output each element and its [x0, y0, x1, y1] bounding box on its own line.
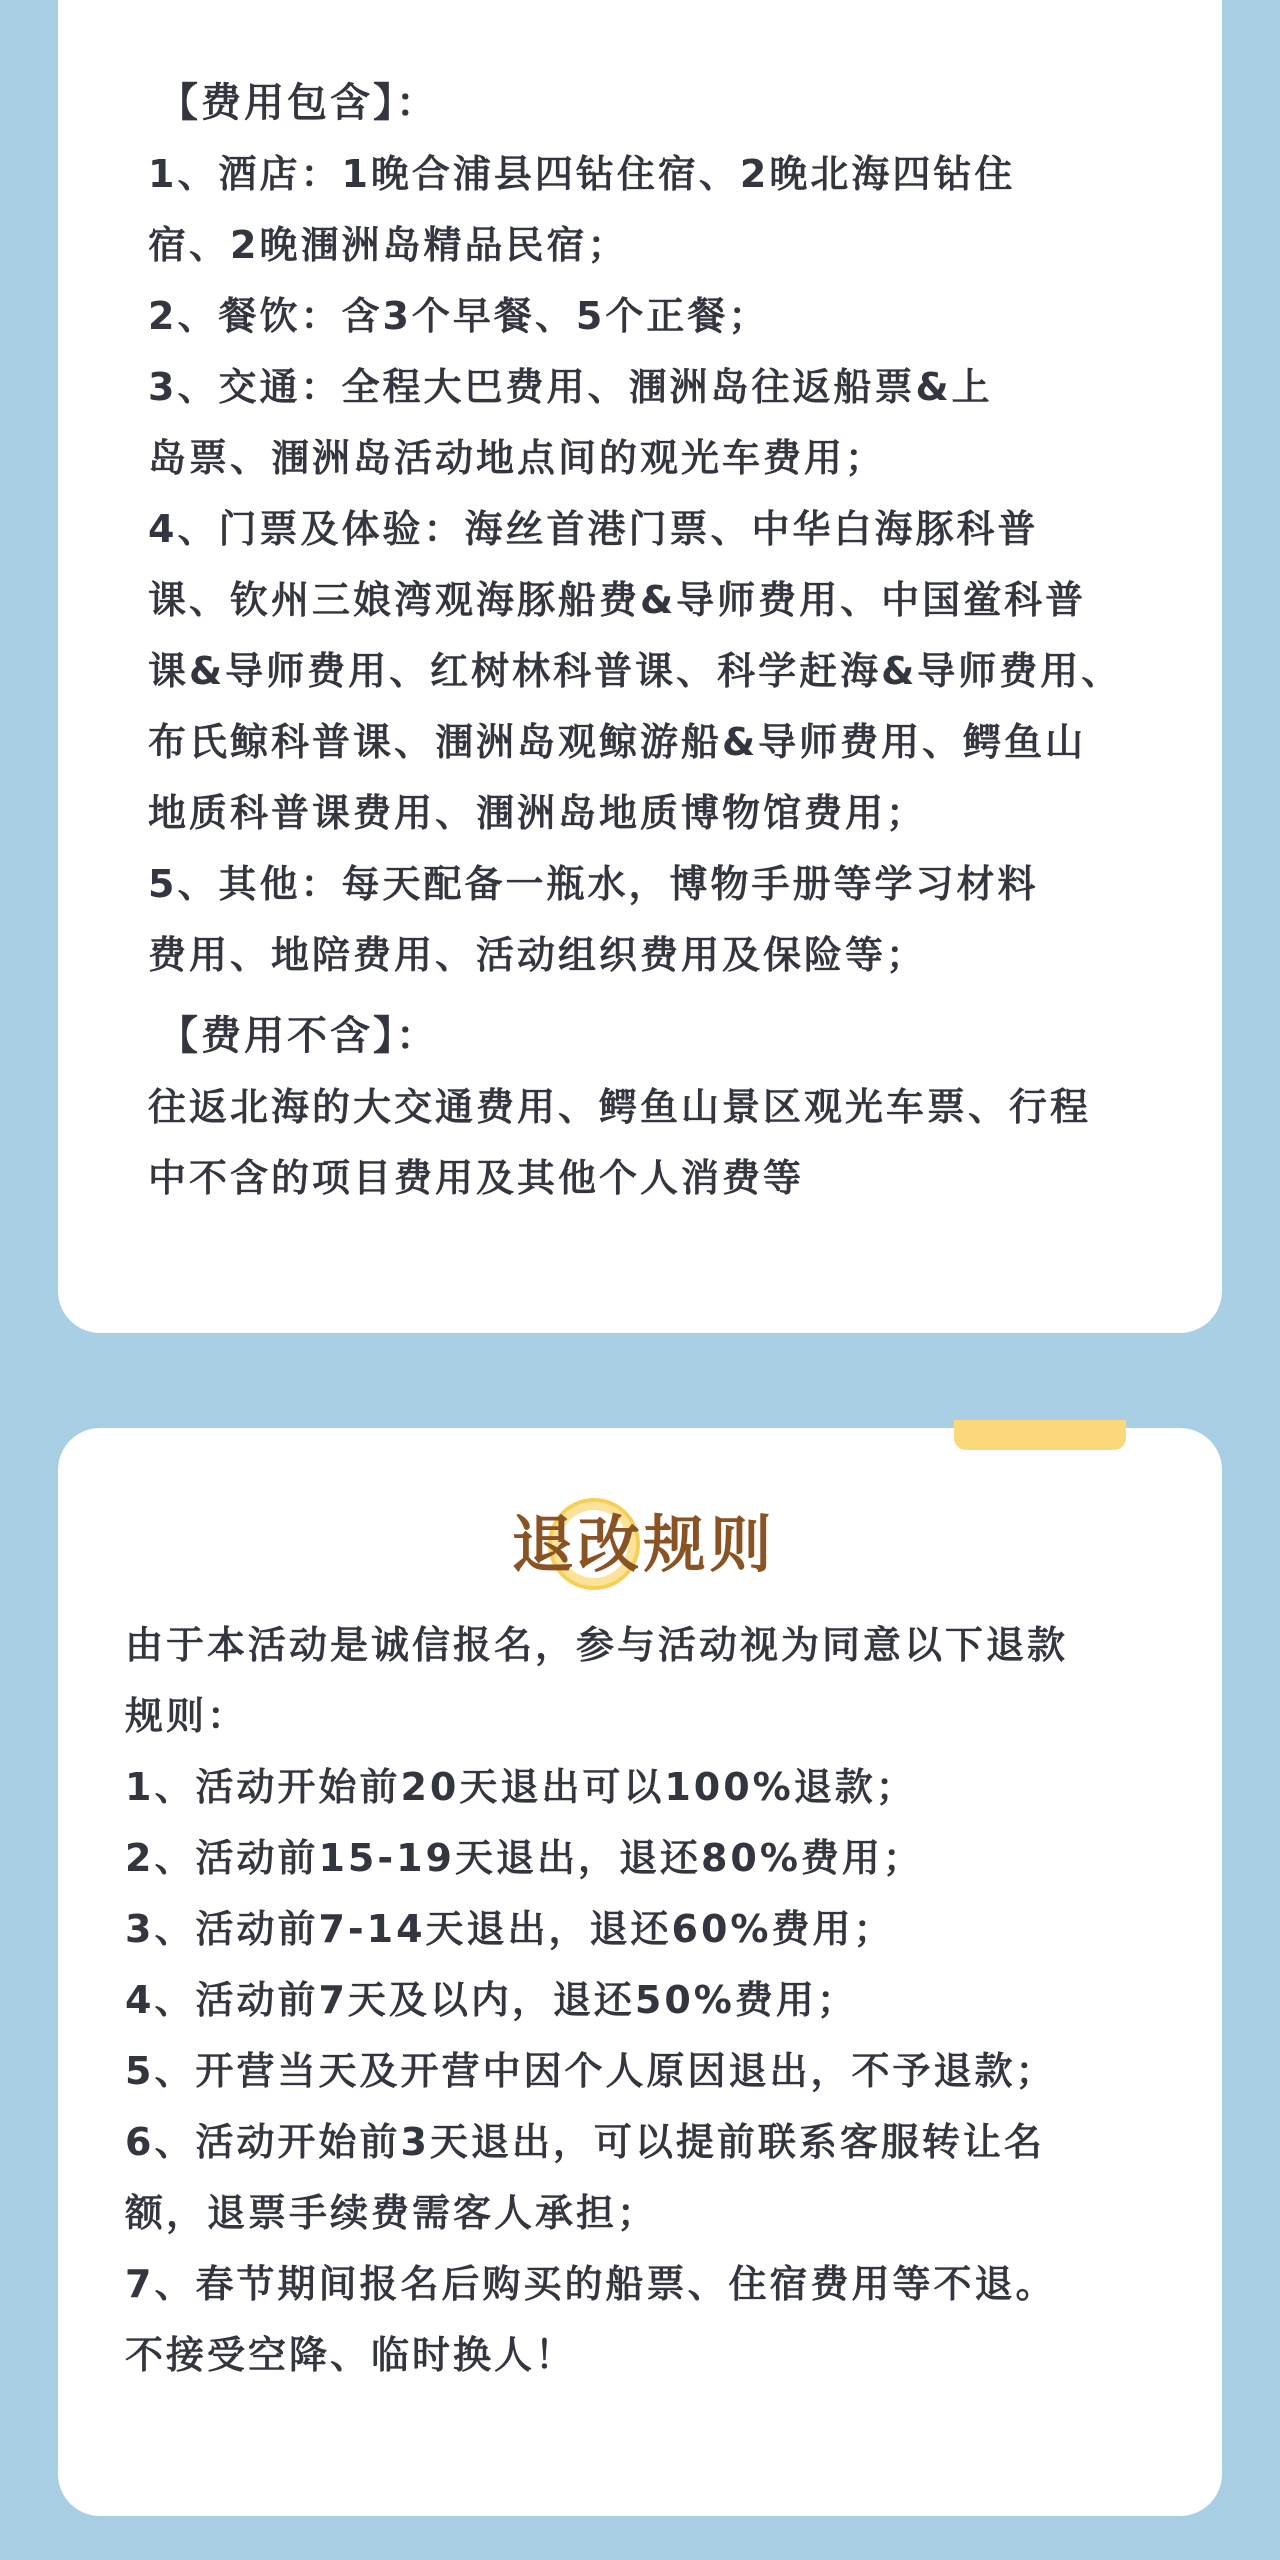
- included-line: 5、其他：每天配备一瓶水，博物手册等学习材料: [148, 862, 1039, 906]
- refund-line: 额，退票手续费需客人承担；: [125, 2191, 659, 2235]
- included-list: [148, 139, 1162, 991]
- refund-line: 3、活动前7-14天退出，退还60%费用；: [125, 1907, 895, 1951]
- refund-line: 5、开营当天及开营中因个人原因退出，不予退款；: [125, 2049, 1057, 2093]
- refund-line: 6、活动开始前3天退出，可以提前联系客服转让名: [125, 2120, 1045, 2164]
- fees-card: [58, 0, 1222, 1333]
- included-heading: 【费用包含】：: [158, 80, 439, 126]
- included-line: 3、交通：全程大巴费用、涠洲岛往返船票&上: [148, 365, 993, 409]
- refund-line: 4、活动前7天及以内，退还50%费用；: [125, 1978, 858, 2022]
- refund-line: 不接受空降、临时换人！: [125, 2333, 577, 2377]
- refund-line: 2、活动前15-19天退出，退还80%费用；: [125, 1836, 924, 1880]
- included-line: 4、门票及体验：海丝首港门票、中华白海豚科普: [148, 507, 1039, 551]
- included-line: 费用、地陪费用、活动组织费用及保险等；: [148, 933, 928, 977]
- excluded-line: 中不含的项目费用及其他个人消费等: [148, 1156, 805, 1200]
- refund-line: 规则：: [125, 1694, 249, 1738]
- excluded-heading: 【费用不含】：: [158, 1013, 439, 1059]
- included-line: 2、餐饮：含3个早餐、5个正餐；: [148, 294, 770, 338]
- refund-line: 由于本活动是诚信报名，参与活动视为同意以下退款: [125, 1623, 1069, 1667]
- refund-rules-list: [125, 1610, 1162, 2391]
- included-line: 1、酒店：1晚合浦县四钻住宿、2晚北海四钻住: [148, 152, 1016, 196]
- excluded-line: 往返北海的大交通费用、鳄鱼山景区观光车票、行程: [148, 1085, 1092, 1129]
- included-line: 岛票、涠洲岛活动地点间的观光车费用；: [148, 436, 887, 480]
- included-line: 课&导师费用、红树林科普课、科学赶海&导师费用、: [148, 649, 1123, 693]
- included-line: 宿、2晚涠洲岛精品民宿；: [148, 223, 629, 267]
- refund-title: 退改规则: [511, 1508, 776, 1581]
- included-line: 地质科普课费用、涠洲岛地质博物馆费用；: [148, 791, 928, 835]
- included-line: 布氏鲸科普课、涠洲岛观鲸游船&导师费用、鳄鱼山: [148, 720, 1087, 764]
- refund-line: 7、春节期间报名后购买的船票、住宿费用等不退。: [125, 2262, 1057, 2306]
- tab-accent: [954, 1420, 1126, 1450]
- excluded-list: [148, 1072, 1162, 1214]
- refund-card: [58, 1428, 1222, 2516]
- refund-title-wrap: [125, 1490, 1162, 1600]
- refund-line: 1、活动开始前20天退出可以100%退款；: [125, 1765, 917, 1809]
- included-line: 课、钦州三娘湾观海豚船费&导师费用、中国鲎科普: [148, 578, 1087, 622]
